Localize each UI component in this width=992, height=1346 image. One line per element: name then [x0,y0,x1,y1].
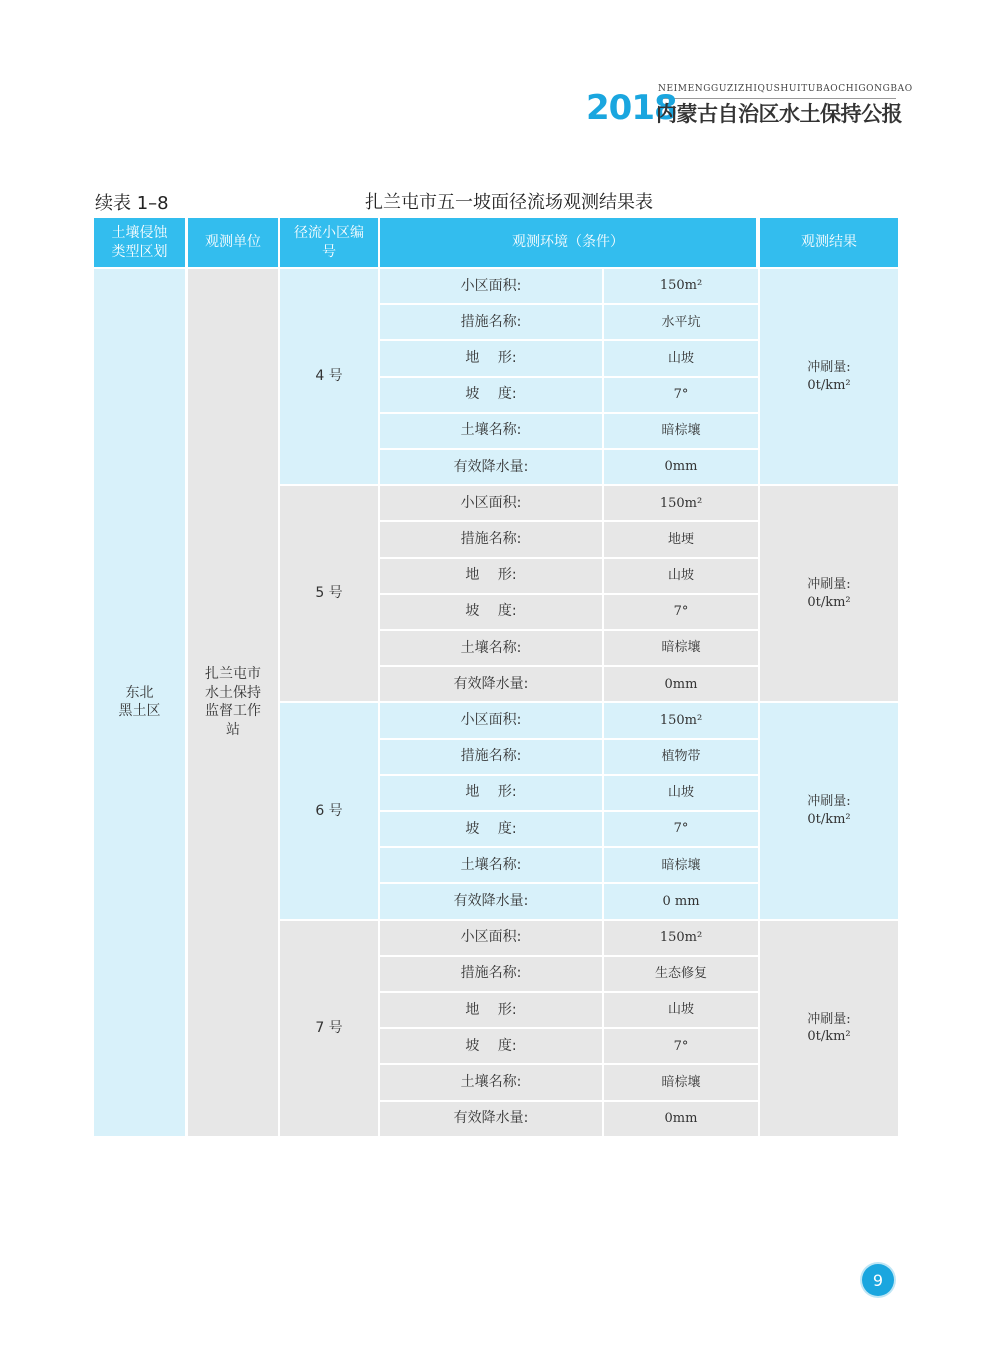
header-year: 2018 [586,88,677,128]
condition-value-cell: 山坡 [604,993,758,1027]
condition-value-cell: 山坡 [604,776,758,810]
region-cell: 东北 黑土区 [94,269,185,1136]
condition-label-cell: 坡 度: [380,378,602,412]
header-title: 内蒙古自治区水土保持公报 [656,102,902,126]
condition-value-cell: 150m² [604,921,758,955]
table-title: 扎兰屯市五一坡面径流场观测结果表 [365,192,653,213]
report-header [586,80,913,130]
condition-label-cell: 有效降水量: [380,1102,602,1136]
condition-label-cell: 有效降水量: [380,667,602,701]
condition-value-cell: 150m² [604,269,758,303]
condition-value-cell: 150m² [604,703,758,737]
header-cell: 观测环境（条件） [380,218,756,267]
condition-label-cell: 土壤名称: [380,414,602,448]
condition-label-cell: 措施名称: [380,957,602,991]
condition-value-cell: 7° [604,1029,758,1063]
plot-id-cell: 6 号 [280,703,378,918]
condition-value-cell: 植物带 [604,740,758,774]
condition-value-cell: 暗棕壤 [604,1065,758,1099]
result-cell: 冲刷量: 0t/km² [760,269,898,484]
condition-value-cell: 7° [604,812,758,846]
result-cell: 冲刷量: 0t/km² [760,921,898,1136]
header-cell: 土壤侵蚀 类型区划 [94,218,185,267]
condition-value-cell: 水平坑 [604,305,758,339]
unit-cell: 扎兰屯市 水土保持 监督工作 站 [188,269,278,1136]
condition-value-cell: 暗棕壤 [604,848,758,882]
table-label: 续表 1–8 [95,193,169,214]
condition-label-cell: 土壤名称: [380,848,602,882]
condition-value-cell: 150m² [604,486,758,520]
condition-label-cell: 小区面积: [380,703,602,737]
condition-value-cell: 地埂 [604,522,758,556]
condition-label-cell: 地 形: [380,993,602,1027]
condition-label-cell: 坡 度: [380,812,602,846]
condition-label-cell: 措施名称: [380,522,602,556]
result-cell: 冲刷量: 0t/km² [760,486,898,701]
condition-value-cell: 0mm [604,667,758,701]
condition-value-cell: 暗棕壤 [604,414,758,448]
condition-value-cell: 0mm [604,450,758,484]
condition-label-cell: 有效降水量: [380,884,602,918]
condition-label-cell: 坡 度: [380,1029,602,1063]
condition-value-cell: 7° [604,595,758,629]
condition-label-cell: 地 形: [380,776,602,810]
condition-value-cell: 7° [604,378,758,412]
plot-id-cell: 5 号 [280,486,378,701]
condition-label-cell: 小区面积: [380,921,602,955]
condition-label-cell: 土壤名称: [380,1065,602,1099]
condition-value-cell: 暗棕壤 [604,631,758,665]
condition-value-cell: 0 mm [604,884,758,918]
plot-id-cell: 7 号 [280,921,378,1136]
condition-value-cell: 生态修复 [604,957,758,991]
header-pinyin: NEIMENGGUZIZHIQUSHUITUBAOCHIGONGBAO [658,84,913,94]
condition-label-cell: 小区面积: [380,269,602,303]
header-cell: 观测单位 [188,218,278,267]
condition-value-cell: 山坡 [604,559,758,593]
header-cell: 观测结果 [760,218,898,267]
condition-label-cell: 土壤名称: [380,631,602,665]
condition-label-cell: 坡 度: [380,595,602,629]
plot-id-cell: 4 号 [280,269,378,484]
condition-label-cell: 地 形: [380,341,602,375]
condition-label-cell: 小区面积: [380,486,602,520]
condition-label-cell: 地 形: [380,559,602,593]
condition-label-cell: 措施名称: [380,305,602,339]
result-cell: 冲刷量: 0t/km² [760,703,898,918]
condition-value-cell: 0mm [604,1102,758,1136]
condition-label-cell: 措施名称: [380,740,602,774]
header-cell: 径流小区编 号 [280,218,378,267]
condition-value-cell: 山坡 [604,341,758,375]
condition-label-cell: 有效降水量: [380,450,602,484]
page-number: 9 [862,1264,894,1296]
